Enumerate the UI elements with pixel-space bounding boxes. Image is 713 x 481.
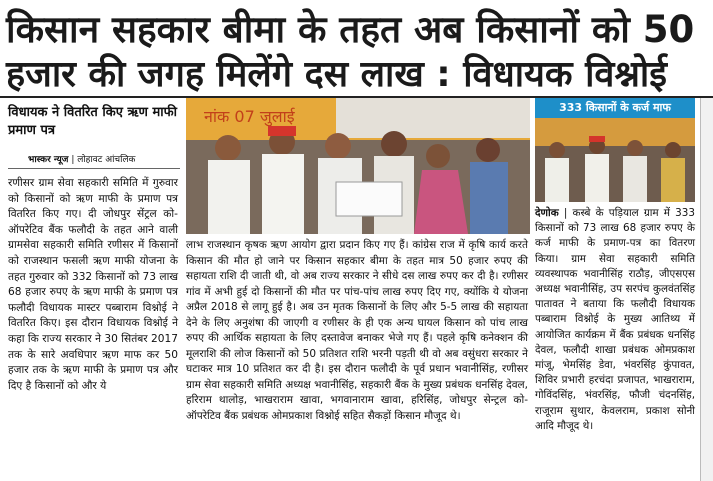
left-column [0, 98, 182, 481]
headline [0, 0, 713, 96]
event-photo [186, 98, 530, 234]
side-story-dateline: देणोक [535, 207, 559, 219]
side-story-body [535, 206, 695, 434]
banner-text: नांक 07 जुलाई [204, 107, 295, 126]
side-story-text: | कस्बे के पड़ियाल ग्राम में 333 किसानों को 73 लाख 68 हजार रुपए के कर्ज माफी के प्रमाण-पत्र का वितरण किया। ग्राम सेवा सहकारी समिति व्यवस्थापक भवानीसिंह राठौड़, जीएसएस अध्यक्ष भवानीसिंह, उप सरपंच कुलवंतसिंह पातावत ने बताया कि फलौदी विधायक पब्बाराम विश्नोई के मुख्य आतिथ्य में आयोजित कार्यक्रम में बैंक प्रबंधक धनसिंह देवल, फलौदी शाखा प्रबंधक ओमप्रकाश मांजू, भेमसिंह डेवा, भंवरसिंह कुंपावत, शिविर प्रभारी हरचंदा प्रजापत, भाखराराम, गोविंदसिंह, भंवरसिंह, फौजी चंदनसिंह, राजूराम सुथार, केवलराम, प्रकाश सोनी आदि मौजूद थे। [535, 207, 695, 432]
side-story-heading: 333 किसानों के कर्ज माफ [535, 98, 695, 118]
byline-divider [8, 168, 180, 169]
headline-line-1: किसान सहकार बीमा के तहत अब किसानों को 50 [6, 8, 695, 51]
middle-article-body: लाभ राजस्थान कृषक ऋण आयोग द्वारा प्रदान किए गए हैं। कांग्रेस राज में कृषि कार्य करते किसान की मौत हो जाने पर किसान सहकार बीमा के तहत मात्र 50 हजार रुपए की सहायता राशि दी जाती थी, वो अब राज्य सरकार ने सीधे दस लाख रुपए कर दी है। रणीसर गांव में अभी हुई दो किसानों की मौत पर पांच-पांच लाख रुपए दिए गए, क्योंकि ये योजना अप्रैल 2018 से लागू हुई है। अब उन मृतक किसानों के लिए और 5-5 लाख की सहायता देने के लिए अनुशंषा की जाएगी व रणीसर के ही एक अन्य घायल किसान को पांच लाख रुपए की आर्थिक सहायता के लिए दस्तावेज बनाकर भेजे गए हैं। पहले कृषि कनेक्शन की मूलराशि की लोज किसानों को 50 प्रतिशत राशि भरनी पड़ती थी वो अब वसुंधरा सरकार ने घटाकर मात्र 10 प्रतिशत कर दी है। इस दौरान फलौदी के पूर्व प्रधान भवानीसिंह, रणीसर ग्राम सेवा सहकारी समिति अध्यक्ष भवानीसिंह, सहकारी बैंक के मुख्य प्रबंधक धनसिंह देवल, हरिराम थालोड़, भाखराराम खावा, भगवानाराम खावा, हरिसिंह, जोधपुर सेन्ट्रल को-ऑपरेटिव बैंक प्रबंधक ओमप्रकाश विश्नोई सहित सैकड़ों किसान मौजूद थे। [186, 239, 528, 422]
byline-source: भास्कर न्यूज [28, 155, 69, 165]
event-photo-illustration [186, 98, 530, 234]
page-edge-strip [700, 98, 713, 481]
byline [28, 152, 135, 165]
left-article-body: रणीसर ग्राम सेवा सहकारी समिति में गुरुवार को किसानों को ऋण माफी के प्रमाण पत्र वितरित किए गए। दी जोधपुर सेंट्रल को-ऑपरेटिव बैंक फलौदी के तहत आने वाली ग्रामसेवा सहकारी समिति रणीसर में किसानों को राजस्थान फसली ऋण माफी योजना के तहत गुरुवार को 332 किसानों को 73 लाख 68 हजार रुपए के ऋण माफी के प्रमाण पत्र फलौदी विधायक मास्टर पब्बाराम विश्नोई ने वितरित किए। इस दौरान विधायक विश्नोई ने कहा कि राज्य सरकार ने 30 सितंबर 2017 तक के सारे अवधिपार ऋण माफ कर 50 हजार तक के ऋण माफी के प्रमाण पत्र और दिए है किसानों को और ये [8, 177, 178, 392]
subheadline: विधायक ने वितरित किए ऋण माफी प्रमाण पत्र [8, 105, 177, 138]
byline-place: लोहावट आंचलिक [77, 155, 136, 165]
headline-line-2: हजार की जगह मिलेंगे दस लाख : विधायक विश्नोई [6, 54, 667, 95]
byline-separator: | [71, 155, 75, 165]
